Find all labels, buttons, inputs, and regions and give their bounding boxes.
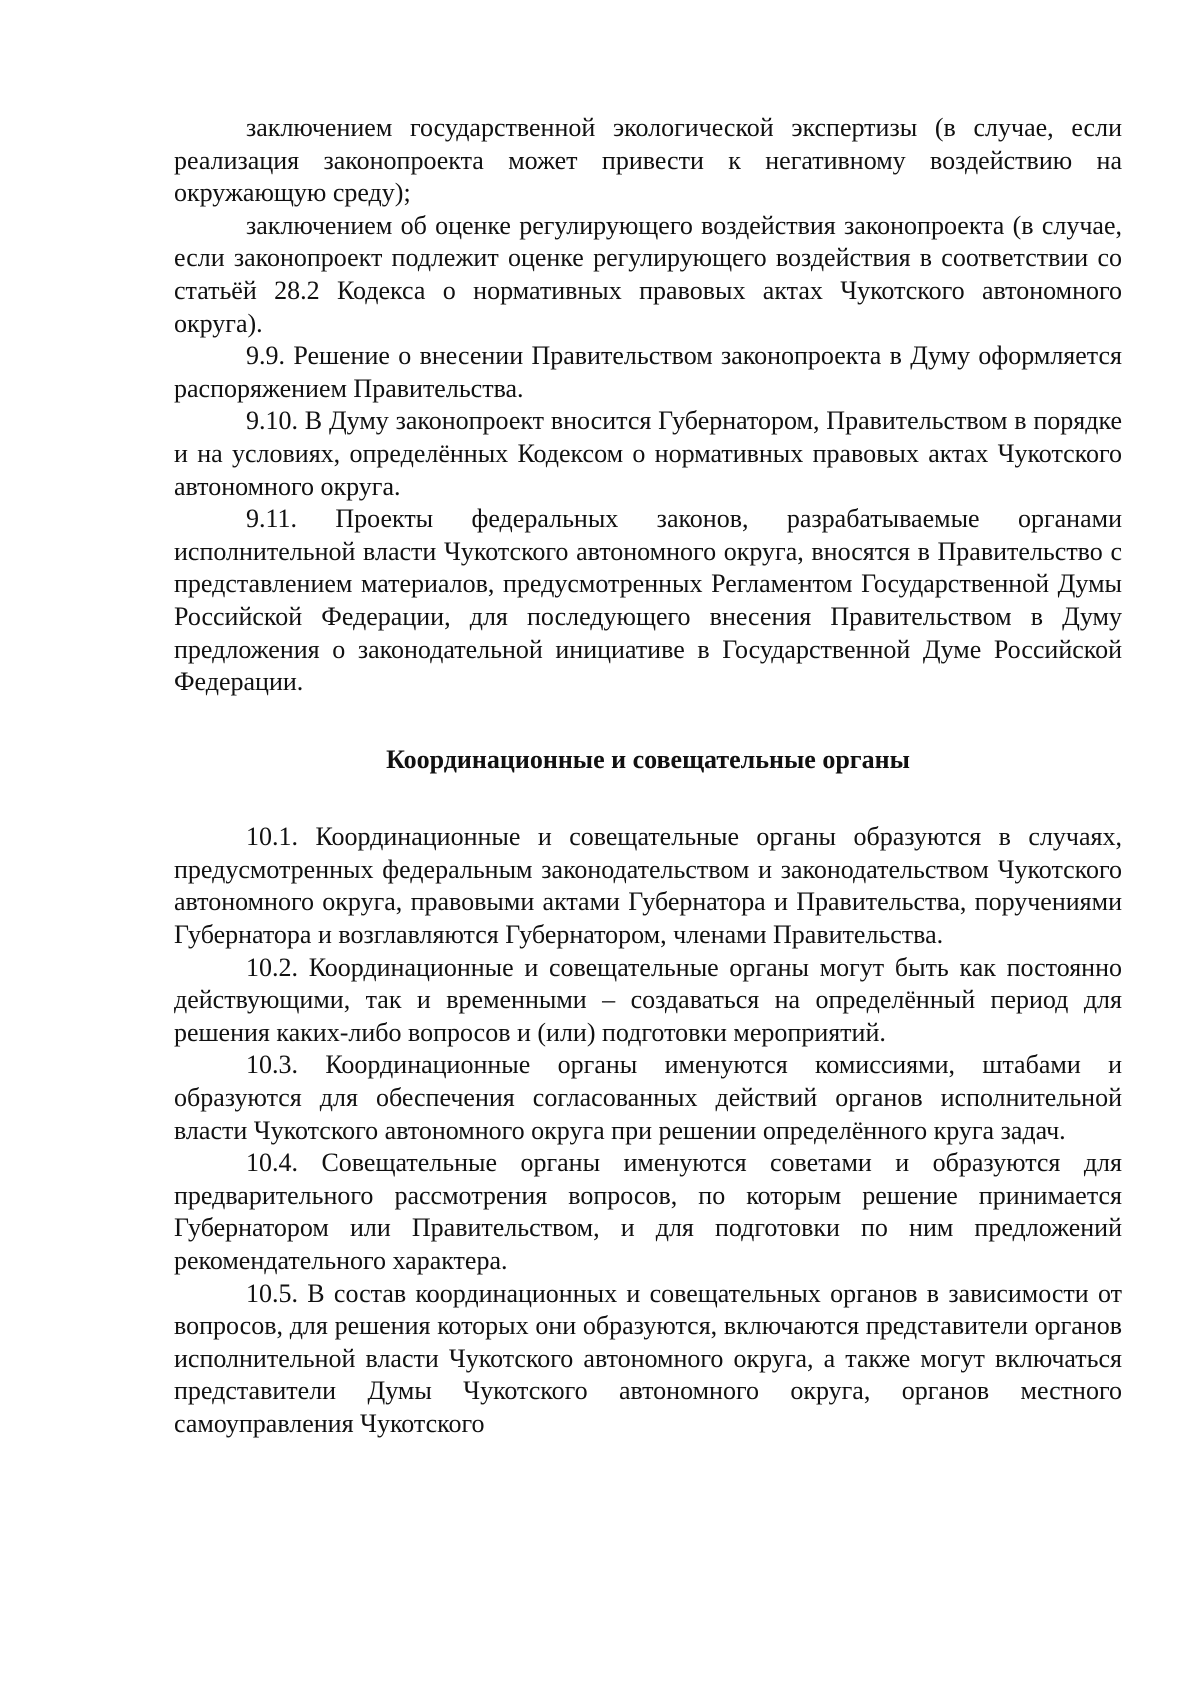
paragraph-regulatory-impact: заключением об оценке регулирующего воздействия законопроекта (в случае, если законопроект подлежит оценке регулирующего воздействия в соответствии со статьёй 28.2 Кодекса о нормативных правовых актах Чукотского автономного округа). (174, 210, 1122, 338)
document-page (174, 112, 1122, 1441)
paragraph-9-10: 9.10. В Думу законопроект вносится Губернатором, Правительством в порядке и на условиях, определённых Кодексом о нормативных правовых актах Чукотского автономного округа. (174, 406, 1122, 501)
paragraph-10-3: 10.3. Координационные органы именуются комиссиями, штабами и образуются для обеспечения согласованных действий органов исполнительной власти Чукотского автономного округа при решении определённого круга задач. (174, 1050, 1122, 1145)
paragraph-10-2: 10.2. Координационные и совещательные органы могут быть как постоянно действующими, так и временными – создаваться на определённый период для решения каких-либо вопросов и (или) подготовки мероприятий. (174, 952, 1122, 1047)
paragraph-10-4: 10.4. Совещательные органы именуются советами и образуются для предварительного рассмотрения вопросов, по которым решение принимается Губернатором или Правительством, и для подготовки по ним предложений рекомендательного характера. (174, 1148, 1122, 1275)
paragraph-ecological-expertise: заключением государственной экологической экспертизы (в случае, если реализация законопроекта может привести к негативному воздействию на окружающую среду); (174, 113, 1122, 208)
paragraph-9-11: 9.11. Проекты федеральных законов, разрабатываемые органами исполнительной власти Чукотского автономного округа, вносятся в Правительство с представлением материалов, предусмотренных Регламентом Государственной Думы Российской Федерации, для последующего внесения Правительством в Думу предложения о законодательной инициативе в Государственной Думе Российской Федерации. (174, 504, 1122, 697)
section-heading: Координационные и совещательные органы (386, 744, 910, 774)
paragraph-10-5: 10.5. В состав координационных и совещательных органов в зависимости от вопросов, для решения которых они образуются, включаются представители органов исполнительной власти Чукотского автономного округа, а также могут включаться представители Думы Чукотского автономного округа, органов местного самоуправления Чукотского (174, 1278, 1122, 1438)
paragraph-9-9: 9.9. Решение о внесении Правительством законопроекта в Думу оформляется распоряжением Правительства. (174, 341, 1122, 403)
paragraph-10-1: 10.1. Координационные и совещательные органы образуются в случаях, предусмотренных федеральным законодательством и законодательством Чукотского автономного округа, правовыми актами Губернатора и Правительства, поручениями Губернатора и возглавляются Губернатором, членами Правительства. (174, 822, 1122, 950)
